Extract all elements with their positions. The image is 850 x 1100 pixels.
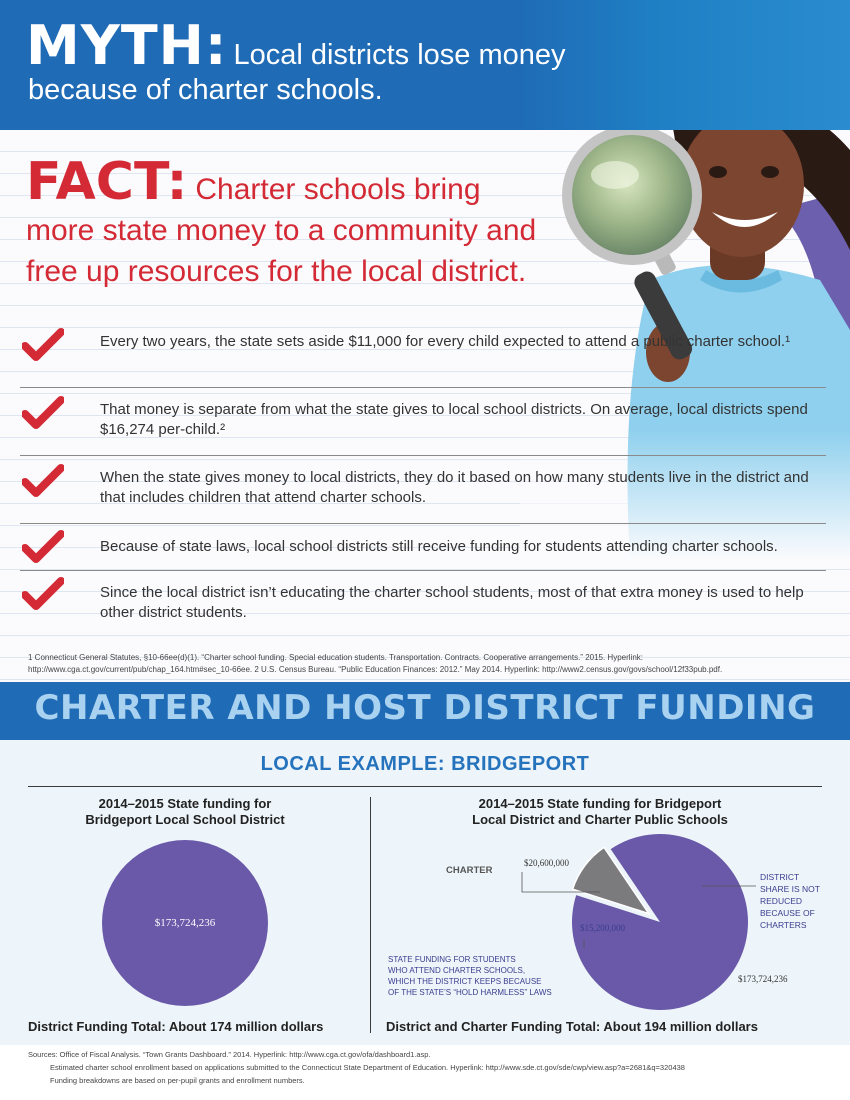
- fact-text-line1: Charter schools bring: [195, 173, 481, 206]
- bullet-divider: [20, 387, 826, 388]
- bullet-divider: [20, 570, 826, 571]
- bullet-text: That money is separate from what the state gives to local school districts. On average, local districts spend $16,274 per-child.²: [100, 401, 808, 438]
- district-value-label: $173,724,236: [738, 974, 788, 984]
- checkmark-icon: [22, 396, 64, 430]
- district-label-line: CHARTERS: [760, 920, 807, 930]
- hold-harmless-annotation-line: STATE FUNDING FOR STUDENTS: [388, 955, 516, 964]
- myth-text-line2: because of charter schools.: [28, 74, 383, 106]
- right-pie-chart: [372, 830, 842, 1020]
- left-chart-total: District Funding Total: About 174 million dollars: [28, 1019, 324, 1034]
- bullet-divider: [20, 523, 826, 524]
- left-chart-title: [40, 796, 330, 828]
- hold-harmless-annotation-line: WHO ATTEND CHARTER SCHOOLS,: [388, 966, 526, 975]
- right-chart-total: District and Charter Funding Total: About 194 million dollars: [386, 1019, 758, 1034]
- section-title: CHARTER AND HOST DISTRICT FUNDING: [34, 688, 816, 728]
- left-chart-title-line1: 2014–2015 State funding for: [98, 796, 272, 811]
- sources-line1: Sources: Office of Fiscal Analysis. “Town Grants Dashboard.” 2014. Hyperlink: http://www.cga.ct.gov/ofa/dashboard1.asp.: [28, 1050, 431, 1059]
- pie-value-label: $173,724,236: [154, 917, 216, 929]
- chart-divider: [370, 797, 371, 1033]
- right-chart-title: [425, 796, 775, 828]
- fact-word: FACT:: [26, 152, 188, 212]
- bullet-text: Every two years, the state sets aside $11,000 for every child expected to attend a public charter school.¹: [100, 333, 791, 350]
- charter-value-label: $20,600,000: [524, 858, 569, 868]
- local-example-heading: LOCAL EXAMPLE: BRIDGEPORT: [260, 753, 590, 775]
- left-chart-title-line2: Bridgeport Local School District: [85, 812, 285, 827]
- charter-label: CHARTER: [446, 865, 493, 876]
- checkmark-icon: [22, 577, 64, 611]
- district-label-line: BECAUSE OF: [760, 908, 815, 918]
- sources-line3: Funding breakdowns are based on per-pupil grants and enrollment numbers.: [50, 1076, 305, 1085]
- bullet-divider: [20, 455, 826, 456]
- bullet-text: Because of state laws, local school districts still receive funding for students attending charter schools.: [100, 538, 778, 555]
- hold-harmless-annotation-line: WHICH THE DISTRICT KEEPS BECAUSE: [388, 977, 542, 986]
- hold-harmless-value-label: $15,200,000: [580, 923, 625, 933]
- sources: [28, 1048, 828, 1087]
- right-chart-title-line1: 2014–2015 State funding for Bridgeport: [478, 796, 722, 811]
- fact-heading: [26, 152, 481, 212]
- myth-text-line1: Local districts lose money: [233, 39, 566, 71]
- right-chart-title-line2: Local District and Charter Public Schools: [472, 812, 728, 827]
- bullet-text: Since the local district isn’t educating the charter school students, most of that extra money is used to help other district students.: [100, 584, 804, 621]
- district-label-line: SHARE IS NOT: [760, 884, 820, 894]
- bullet-text: When the state gives money to local districts, they do it based on how many students live in the district and that includes children that attend charter schools.: [100, 469, 809, 506]
- fact-text-line3: free up resources for the local district.: [26, 255, 527, 288]
- hold-harmless-annotation-line: OF THE STATE’S “HOLD HARMLESS” LAWS: [388, 988, 552, 997]
- heading-rule: [28, 786, 822, 787]
- sources-line2: Estimated charter school enrollment based on applications submitted to the Connecticut State Department of Education. Hyperlink: http://www.sde.ct.gov/sde/cwp/view.asp?a=2681&q=320438: [50, 1063, 685, 1072]
- district-label-line: DISTRICT: [760, 872, 800, 882]
- checkmark-icon: [22, 328, 64, 362]
- checkmark-icon: [22, 530, 64, 564]
- myth-heading: [26, 14, 566, 77]
- district-label-line: REDUCED: [760, 896, 803, 906]
- fact-text-line2: more state money to a community and: [26, 214, 537, 247]
- left-pie-chart: [100, 838, 270, 1008]
- footnote: 1 Connecticut General Statutes, §10-66ee(d)(1). “Charter school funding. Special education students. Transportation. Contracts. Cooperative arrangements.” 2015. Hyperlink: http://www.cga.ct.gov/current/pub/chap_164.htm#sec_10-66ee. 2 U.S. Census Bureau. “Public Education Finances: 2012.” May 2014. Hyperlink: http://www2.census.gov/govs/school/12f33pub.pdf.: [28, 653, 723, 674]
- checkmark-icon: [22, 464, 64, 498]
- myth-word: MYTH:: [26, 14, 228, 77]
